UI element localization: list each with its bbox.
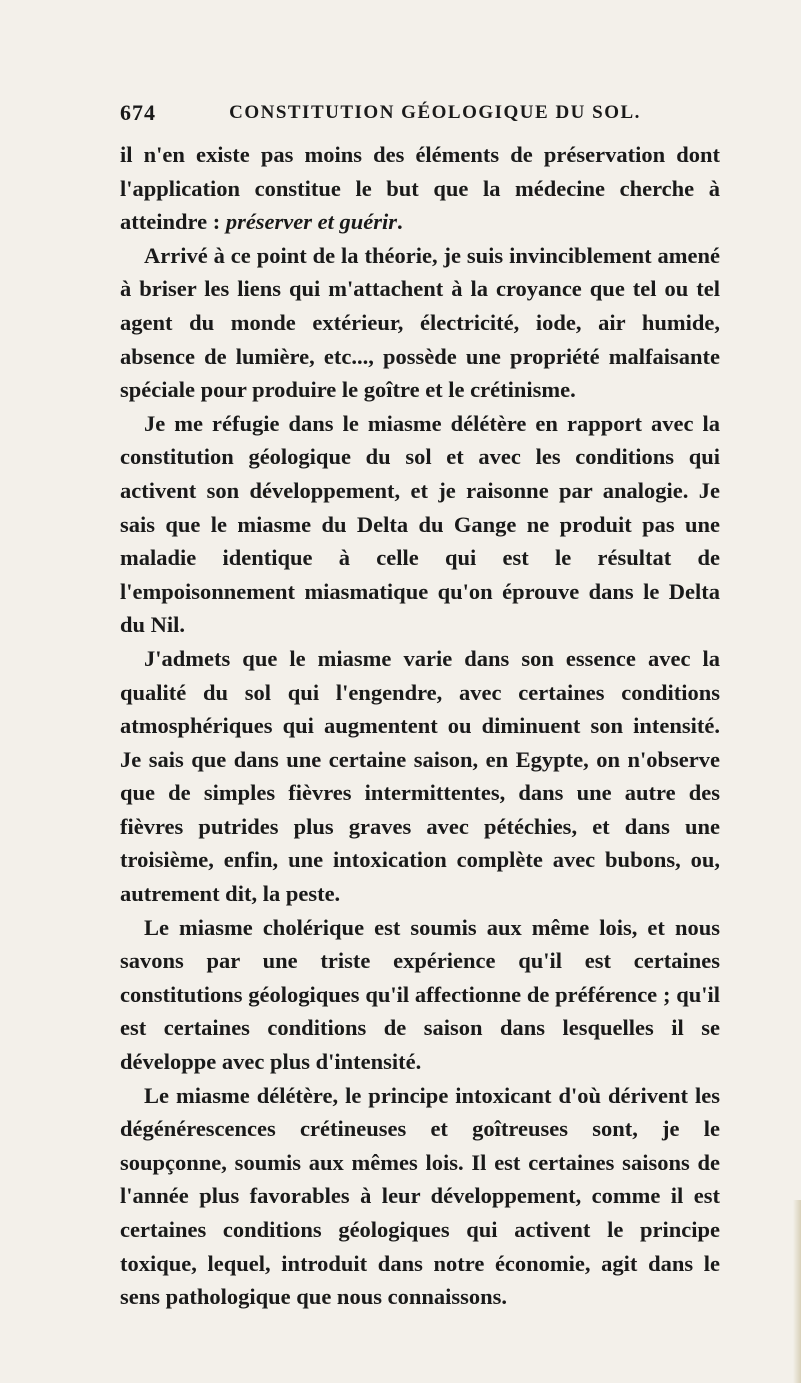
paragraph-1: il n'en existe pas moins des éléments de préservation dont l'application constitue le but que la médecine cherche à atteindre : préserver et guérir. — [120, 142, 720, 235]
paragraph-2: Arrivé à ce point de la théorie, je suis invinciblement amené à briser les liens qui m'attachent à la croyance que tel ou tel agent du monde extérieur, électricité, iode, air humide, absence de lumière, etc..., possède une propriété malfaisante spéciale pour produire le goître et le crétinisme. — [120, 242, 720, 403]
paragraph-5: Le miasme cholérique est soumis aux même lois, et nous savons par une triste expérience qu'il est certaines constitutions géologiques qu'il affectionne de préférence ; qu'il est certaines conditions de saison dans lesquelles il se développe avec plus d'intensité. — [120, 914, 720, 1075]
body-text — [120, 138, 720, 1314]
emphasis-text: préserver et guérir — [225, 209, 398, 235]
paragraph-4: J'admets que le miasme varie dans son essence avec la qualité du sol qui l'engendre, avec certaines conditions atmosphériques qui augmentent ou diminuent son intensité. Je sais que dans une certaine saison, en Egypte, on n'observe que de simples fièvres intermittentes, dans une autre des fièvres putrides plus graves avec pétéchies, et dans une troisième, enfin, une intoxication complète avec bubons, ou, autrement dit, la peste. — [120, 645, 720, 907]
page-header — [120, 100, 740, 130]
paragraph-6: Le miasme délétère, le principe intoxicant d'où dérivent les dégénérescences crétineuses et goîtreuses sont, je le soupçonne, soumis aux mêmes lois. Il est certaines saisons de l'année plus favorables à leur développement, comme il est certaines conditions géologiques qui activent le principe toxique, lequel, introduit dans notre économie, agit dans le sens pathologique que nous connaissons. — [120, 1082, 720, 1310]
page-number: 674 — [120, 100, 156, 125]
paragraph-3: Je me réfugie dans le miasme délétère en rapport avec la constitution géologique du sol et avec les conditions qui activent son développement, et je raisonne par analogie. Je sais que le miasme du Delta du Gange ne produit pas une maladie identique à celle qui est le résultat de l'empoisonnement miasmatique qu'on éprouve dans le Delta du Nil. — [120, 410, 720, 638]
page-edge-shadow — [793, 1200, 801, 1383]
running-title: CONSTITUTION GÉOLOGIQUE DU SOL. — [229, 102, 641, 123]
